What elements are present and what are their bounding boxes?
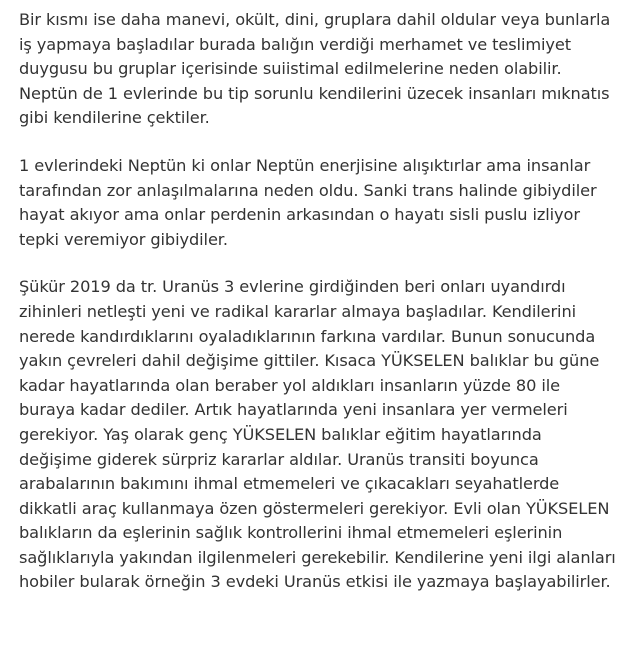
paragraph-line: değişime giderek sürpriz kararlar aldılar. Uranüs transiti boyunca (19, 449, 539, 469)
paragraph-line: arabalarının bakımını ihmal etmemeleri ve çıkacakları seyahatlerde (19, 474, 560, 494)
paragraph-line: sağlıklarıyla yakından ilgilenmeleri gerekebilir. Kendilerine yeni ilgi alanları (19, 547, 616, 567)
paragraph-line: iş yapmaya başladılar burada balığın verdiği merhamet ve teslimiyet (19, 34, 572, 54)
paragraph-line: gibi kendilerine çektiler. (19, 108, 210, 128)
paragraph-1 (19, 8, 631, 131)
paragraph-line: tepki veremiyor gibiydiler. (19, 229, 228, 249)
paragraph-line: zihinleri netleşti yeni ve radikal kararlar almaya başladılar. Kendilerini (19, 301, 577, 321)
paragraph-line: tarafından zor anlaşılmalarına neden oldu. Sanki trans halinde gibiydiler (19, 180, 597, 200)
paragraph-line: hayat akıyor ama onlar perdenin arkasından o hayatı sisli puslu izliyor (19, 205, 580, 225)
paragraph-line: duygusu bu gruplar içerisinde suiistimal edilmelerine neden olabilir. (19, 59, 562, 79)
paragraph-line: balıkların da eşlerinin sağlık kontrollerini ihmal etmemeleri eşlerinin (19, 523, 563, 543)
paragraph-line: kadar hayatlarında olan beraber yol aldıkları insanların yüzde 80 ile (19, 375, 561, 395)
paragraph-line: dikkatli araç kullanmaya özen göstermeleri gerekiyor. Evli olan YÜKSELEN (19, 498, 610, 518)
paragraph-line: Bir kısmı ise daha manevi, okült, dini, gruplara dahil oldular veya bunlarla (19, 10, 611, 29)
paragraph-line: nerede kandırdıklarını oyaladıklarının farkına vardılar. Bunun sonucunda (19, 326, 596, 346)
paragraph-line: hobiler bularak örneğin 3 evdeki Uranüs etkisi ile yazmaya başlayabilirler. (19, 572, 611, 592)
paragraph-3 (19, 275, 631, 595)
paragraph-line: Neptün de 1 evlerinde bu tip sorunlu kendilerini üzecek insanları mıknatıs (19, 83, 610, 103)
paragraph-line: gerekiyor. Yaş olarak genç YÜKSELEN balıklar eğitim hayatlarında (19, 424, 542, 444)
paragraph-line: buraya kadar dediler. Artık hayatlarında yeni insanlara yer vermeleri (19, 400, 568, 420)
paragraph-line: Şükür 2019 da tr. Uranüs 3 evlerine girdiğinden beri onları uyandırdı (19, 277, 566, 297)
paragraph-2 (19, 154, 631, 252)
paragraph-line: yakın çevreleri dahil değişime gittiler. Kısaca YÜKSELEN balıklar bu güne (19, 351, 600, 371)
article-body (19, 8, 631, 618)
paragraph-line: 1 evlerindeki Neptün ki onlar Neptün enerjisine alışıktırlar ama insanlar (19, 155, 591, 175)
